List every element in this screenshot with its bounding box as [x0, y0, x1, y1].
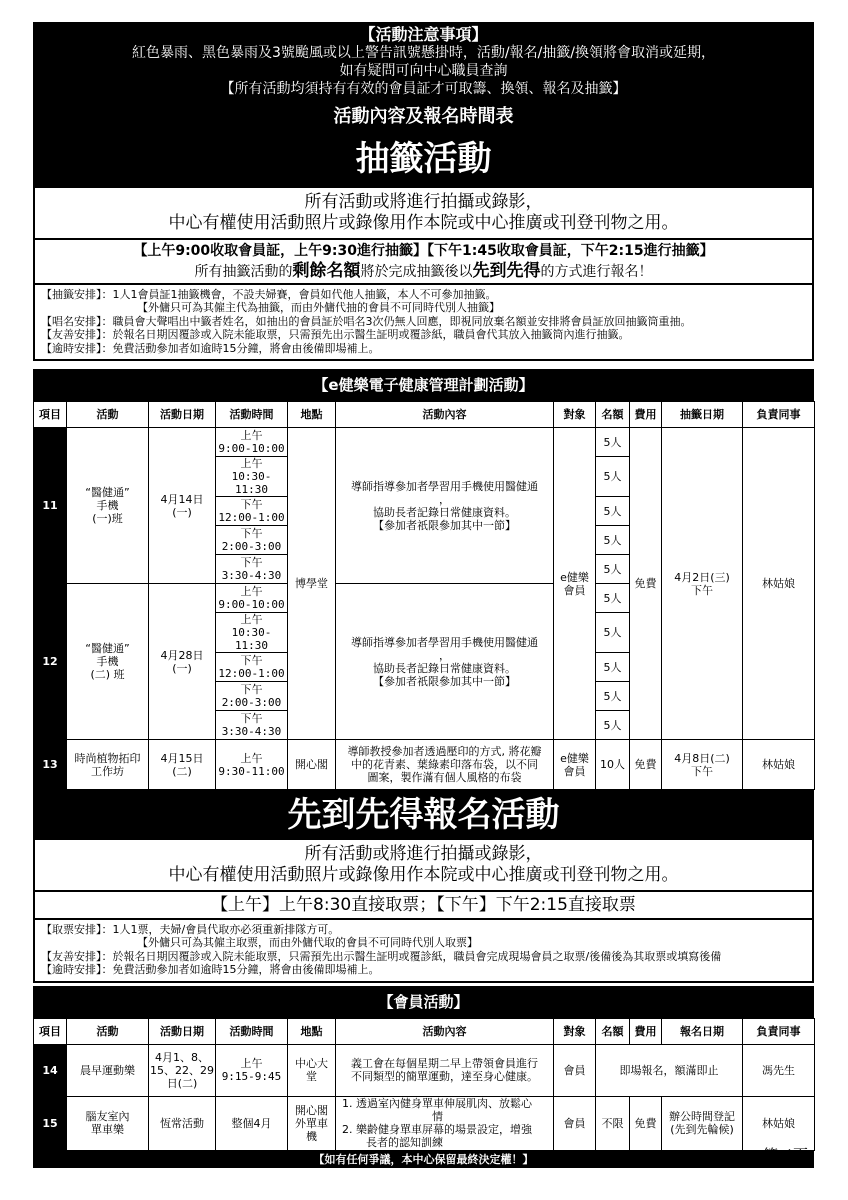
activity-line: 腦友室內 — [85, 1110, 130, 1124]
col-venue: 地點 — [288, 1018, 336, 1044]
firstcome-times: 【上午】上午8:30直接取票；【下午】下午2:15直接取票 — [33, 890, 814, 918]
quota: 5人 — [596, 653, 630, 682]
lottery-times: 【上午9:00收取會員証，上午9:30進行抽籤】【下午1:45收取會員証，下午2:15進行抽籤】 — [133, 243, 714, 259]
activity-content — [336, 1044, 554, 1096]
venue-line: 中心大 — [295, 1057, 328, 1071]
quota: 5人 — [596, 526, 630, 555]
target-line: 會員 — [563, 764, 586, 778]
lottery-photo-note — [33, 188, 814, 238]
time-slot — [216, 457, 288, 497]
target: 會員 — [554, 1044, 596, 1096]
col-target: 對象 — [554, 1018, 596, 1044]
footer-disclaimer: 【如有任何爭議，本中心保留最終決定權！】 — [33, 1151, 814, 1168]
row-number: 14 — [34, 1044, 67, 1096]
firstcome-photo-note — [33, 840, 814, 890]
activity-line: (二) 班 — [90, 668, 125, 682]
time-line: 9:15-9:45 — [221, 1070, 282, 1084]
date-line: 4月1、8、 — [155, 1050, 209, 1064]
draw-line: 下午 — [691, 764, 713, 778]
notice-line-1: 紅色暴雨、黑色暴雨及3號颱風或以上警告訊號懸掛時，活動/報名/抽籤/換領將會取消或延期， — [131, 45, 716, 61]
col-staff: 負責同事 — [743, 1018, 815, 1044]
date-line: (二) — [172, 764, 192, 778]
ehealth-table — [33, 401, 815, 790]
col-time: 活動時間 — [216, 402, 288, 428]
date-line: 4月14日 — [160, 492, 204, 506]
col-fee: 費用 — [630, 1018, 662, 1044]
col-content: 活動內容 — [336, 1018, 554, 1044]
activity-content — [336, 428, 554, 584]
signup-date — [662, 1096, 743, 1150]
staff: 林姑娘 — [743, 740, 815, 790]
content-line: 長者的認知訓練 — [366, 1136, 443, 1150]
lottery-rule-5: 【逾時安排】：免費活動參加者如逾時15分鐘，將會由後備即場補上。 — [41, 341, 380, 355]
slot-range: 10:30-11:30 — [231, 626, 272, 653]
col-item: 項目 — [34, 1018, 67, 1044]
page — [33, 22, 814, 1168]
content-line: 導師指導參加者學習用手機使用醫健通 — [351, 479, 538, 493]
time-slot — [216, 613, 288, 653]
signup-line: 辦公時間登記 — [669, 1110, 735, 1124]
table-row — [34, 740, 815, 790]
activity-content — [336, 584, 554, 740]
content-line: 圖案，製作滿有個人風格的布袋 — [367, 771, 522, 785]
lottery-photo-line-1: 所有活動或將進行拍攝或錄影， — [304, 192, 543, 212]
table-row — [34, 428, 815, 457]
venue-line: 機 — [306, 1129, 317, 1143]
draw-line: 4月8日(二) — [674, 751, 730, 765]
notice-title: 【活動注意事項】 — [359, 25, 488, 44]
content-line: 不同類型的簡單運動，達至身心健康。 — [351, 1070, 538, 1084]
row-number: 12 — [34, 584, 67, 740]
content-line: ， — [439, 648, 450, 662]
lottery-rule-3: 【唱名安排】：職員會大聲唱出中籤者姓名，如抽出的會員証於唱名3次仍無人回應，即視同放棄名額並安排將會員証放回抽籤筒重抽。 — [41, 314, 692, 328]
firstcome-rule-2: 【外傭只可為其僱主取票，而由外傭代取的會員不可同時代別人取票】 — [137, 936, 478, 950]
time-slot — [216, 526, 288, 555]
remain-e: 的方式進行報名！ — [540, 264, 653, 280]
ehealth-title: 【e健樂電子健康管理計劃活動】 — [33, 369, 814, 401]
time-slot — [216, 584, 288, 613]
col-fee: 費用 — [630, 402, 662, 428]
schedule-title: 活動內容及報名時間表 — [33, 100, 814, 130]
slot-period: 下午 — [240, 654, 263, 668]
content-line: 中的花青素、葉綠素印落布袋，以不同 — [351, 758, 538, 772]
activity-line: 單車樂 — [91, 1123, 124, 1137]
content-line: 協助長者記錄日常健康資料。 — [373, 661, 516, 675]
activity-line: “醫健通” — [85, 486, 130, 500]
slot-range: 12:00-1:00 — [218, 667, 285, 681]
row-number: 15 — [34, 1096, 67, 1150]
firstcome-photo-line-2: 中心有權使用活動照片或錄像用作本院或中心推廣或刊登刊物之用。 — [168, 865, 679, 886]
venue — [288, 1044, 336, 1096]
venue: 開心閣 — [288, 740, 336, 790]
venue — [288, 1096, 336, 1150]
col-target: 對象 — [554, 402, 596, 428]
activity-date — [149, 584, 216, 740]
activity-date — [149, 428, 216, 584]
activity-name — [67, 428, 149, 584]
target-line: e健樂 — [560, 570, 589, 584]
page-number: 第二頁 — [762, 1146, 808, 1164]
content-line: 【參加者祇限參加其中一節】 — [373, 518, 516, 532]
time-slot — [216, 497, 288, 526]
time-line: 9:30-11:00 — [218, 764, 285, 778]
slot-period: 上午 — [240, 457, 263, 471]
staff: 馮先生 — [743, 1044, 815, 1096]
slot-period: 下午 — [240, 498, 263, 512]
quota: 5人 — [596, 613, 630, 653]
member-table — [33, 1018, 815, 1151]
quota: 5人 — [596, 497, 630, 526]
draw-line: 下午 — [691, 583, 713, 597]
activity-line: “醫健通” — [85, 642, 130, 656]
row-number: 13 — [34, 740, 67, 790]
slot-range: 3:30-4:30 — [221, 725, 282, 739]
time-line: 上午 — [240, 751, 263, 765]
slot-period: 下午 — [240, 712, 263, 726]
fee: 免費 — [630, 428, 662, 740]
remain-d: 先到先得 — [472, 261, 541, 281]
draw-line: 4月2日(三) — [674, 570, 730, 584]
row-number: 11 — [34, 428, 67, 584]
col-quota: 名額 — [596, 1018, 630, 1044]
slot-period: 下午 — [240, 556, 263, 570]
activity-line: 手機 — [96, 499, 119, 513]
activity-name: 晨早運動樂 — [67, 1044, 149, 1096]
activity-name — [67, 740, 149, 790]
firstcome-photo-line-1: 所有活動或將進行拍攝或錄影， — [304, 844, 543, 865]
quota: 不限 — [596, 1096, 630, 1150]
quota: 5人 — [596, 428, 630, 457]
fee: 免費 — [630, 740, 662, 790]
member-title: 【會員活動】 — [33, 986, 814, 1018]
target: 會員 — [554, 1096, 596, 1150]
col-staff: 負責同事 — [743, 402, 815, 428]
content-line: 協助長者記錄日常健康資料。 — [373, 505, 516, 519]
firstcome-title: 先到先得報名活動 — [33, 790, 814, 840]
venue-line: 外單車 — [295, 1116, 328, 1130]
col-date: 活動日期 — [149, 1018, 216, 1044]
slot-period: 上午 — [240, 613, 263, 627]
staff: 林姑娘 — [743, 1096, 815, 1150]
lottery-title: 抽籤活動 — [33, 130, 814, 188]
remain-a: 所有抽籤活動的 — [194, 264, 293, 280]
slot-range: 2:00-3:00 — [221, 540, 282, 554]
draw-date — [662, 740, 743, 790]
remain-c: 將於完成抽籤後以 — [360, 264, 473, 280]
time-slot — [216, 653, 288, 682]
col-activity: 活動 — [67, 402, 149, 428]
quota: 5人 — [596, 457, 630, 497]
lottery-rule-1: 【抽籤安排】：1人1會員証1抽籤機會，不設夫婦賽，會員如代他人抽籤，本人不可參加抽籤。 — [41, 288, 497, 301]
staff: 林姑娘 — [743, 428, 815, 740]
signup-line: (先到先輪候) — [670, 1123, 734, 1137]
col-date: 活動日期 — [149, 402, 216, 428]
table-row — [34, 1096, 815, 1150]
activity-line: 工作坊 — [91, 764, 124, 778]
activity-name — [67, 584, 149, 740]
activity-time: 整個4月 — [216, 1096, 288, 1150]
content-line: 【參加者祇限參加其中一節】 — [373, 674, 516, 688]
date-line: (一) — [172, 661, 192, 675]
activity-content — [336, 740, 554, 790]
ehealth-header-row — [34, 402, 815, 428]
content-line: 1. 透過室內健身單車伸展肌肉、放鬆心 — [342, 1097, 532, 1111]
quota: 5人 — [596, 682, 630, 711]
date-line: 15、22、29 — [150, 1063, 214, 1077]
activity-date — [149, 1044, 216, 1096]
activity-line: 手機 — [96, 655, 119, 669]
slot-range: 9:00-10:00 — [218, 598, 285, 612]
time-line: 上午 — [240, 1057, 263, 1071]
col-activity: 活動 — [67, 1018, 149, 1044]
target-line: 會員 — [563, 583, 586, 597]
col-venue: 地點 — [288, 402, 336, 428]
firstcome-rule-4: 【逾時安排】：免費活動參加者如逾時15分鐘，將會由後備即場補上。 — [41, 963, 380, 977]
lottery-photo-line-2: 中心有權使用活動照片或錄像用作本院或中心推廣或刊登刊物之用。 — [168, 213, 679, 233]
fee: 免費 — [630, 1096, 662, 1150]
lottery-rules — [33, 283, 814, 361]
notice-line-2: 如有疑問可向中心職員查詢 — [339, 63, 508, 79]
slot-range: 2:00-3:00 — [221, 696, 282, 710]
activity-line: (一)班 — [92, 512, 123, 526]
col-quota: 名額 — [596, 402, 630, 428]
activity-line: 時尚植物拓印 — [74, 751, 141, 765]
time-slot — [216, 682, 288, 711]
venue-line: 堂 — [306, 1070, 317, 1084]
member-header-row — [34, 1018, 815, 1044]
time-slot — [216, 711, 288, 740]
content-line: 導師教授參加者透過壓印的方式, 將花瓣 — [347, 745, 542, 759]
col-content: 活動內容 — [336, 402, 554, 428]
slot-period: 上午 — [240, 429, 263, 443]
col-signup-date: 報名日期 — [662, 1018, 743, 1044]
notice-banner — [33, 22, 814, 100]
slot-range: 3:30-4:30 — [221, 569, 282, 583]
quota: 10人 — [596, 740, 630, 790]
content-line: ， — [439, 492, 450, 506]
activity-name — [67, 1096, 149, 1150]
table-row — [34, 1044, 815, 1096]
activity-content — [336, 1096, 554, 1150]
draw-date — [662, 428, 743, 740]
slot-period: 下午 — [240, 683, 263, 697]
slot-range: 9:00-10:00 — [218, 442, 285, 456]
lottery-remaining-note — [35, 261, 812, 282]
remain-b: 剩餘名額 — [292, 261, 361, 281]
target-line: e健樂 — [560, 751, 589, 765]
time-slot — [216, 428, 288, 457]
col-time: 活動時間 — [216, 1018, 288, 1044]
activity-time — [216, 740, 288, 790]
slot-period: 上午 — [240, 585, 263, 599]
content-line: 情 — [432, 1110, 443, 1124]
slot-period: 下午 — [240, 527, 263, 541]
col-item: 項目 — [34, 402, 67, 428]
firstcome-rule-3: 【友善安排】：於報名日期因覆診或入院未能取票，只需預先出示醫生証明或覆診紙，職員會完成現場會員之取票/後備後為其取票或填寫後備 — [41, 949, 722, 963]
target — [554, 428, 596, 740]
slot-range: 12:00-1:00 — [218, 511, 285, 525]
lottery-times-box — [33, 238, 814, 283]
quota: 5人 — [596, 584, 630, 613]
date-line: 4月15日 — [160, 751, 204, 765]
target — [554, 740, 596, 790]
time-slot — [216, 555, 288, 584]
content-line: 導師指導參加者學習用手機使用醫健通 — [351, 635, 538, 649]
quota: 5人 — [596, 555, 630, 584]
lottery-rule-2: 【外傭只可為其僱主代為抽籤，而由外傭代抽的會員不可同時代別人抽籤】 — [137, 301, 500, 315]
activity-date: 恆常活動 — [149, 1096, 216, 1150]
firstcome-rule-1: 【取票安排】：1人1票，夫婦/會員代取亦必須重新排隊方可。 — [41, 923, 340, 937]
notice-line-3: 【所有活動均須持有有效的會員証才可取籌、換領、報名及抽籤】 — [220, 81, 627, 97]
date-line: 4月28日 — [160, 648, 204, 662]
firstcome-rules — [33, 918, 814, 983]
activity-time — [216, 1044, 288, 1096]
quota: 5人 — [596, 711, 630, 740]
date-line: 日(二) — [166, 1076, 198, 1090]
signup-info: 即場報名，額滿即止 — [596, 1044, 743, 1096]
lottery-rule-4: 【友善安排】：於報名日期因覆診或入院未能取票，只需預先出示醫生証明或覆診紙，職員會代其放入抽籤筒內進行抽籤。 — [41, 328, 630, 342]
col-draw-date: 抽籤日期 — [662, 402, 743, 428]
slot-range: 10:30-11:30 — [231, 470, 272, 497]
venue-line: 開心閣 — [295, 1103, 328, 1117]
content-line: 義工會在每個星期二早上帶領會員進行 — [351, 1057, 538, 1071]
activity-date — [149, 740, 216, 790]
content-line: 2. 樂齡健身單車屏幕的場景設定，增強 — [342, 1123, 532, 1137]
date-line: (一) — [172, 505, 192, 519]
venue: 博學堂 — [288, 428, 336, 740]
